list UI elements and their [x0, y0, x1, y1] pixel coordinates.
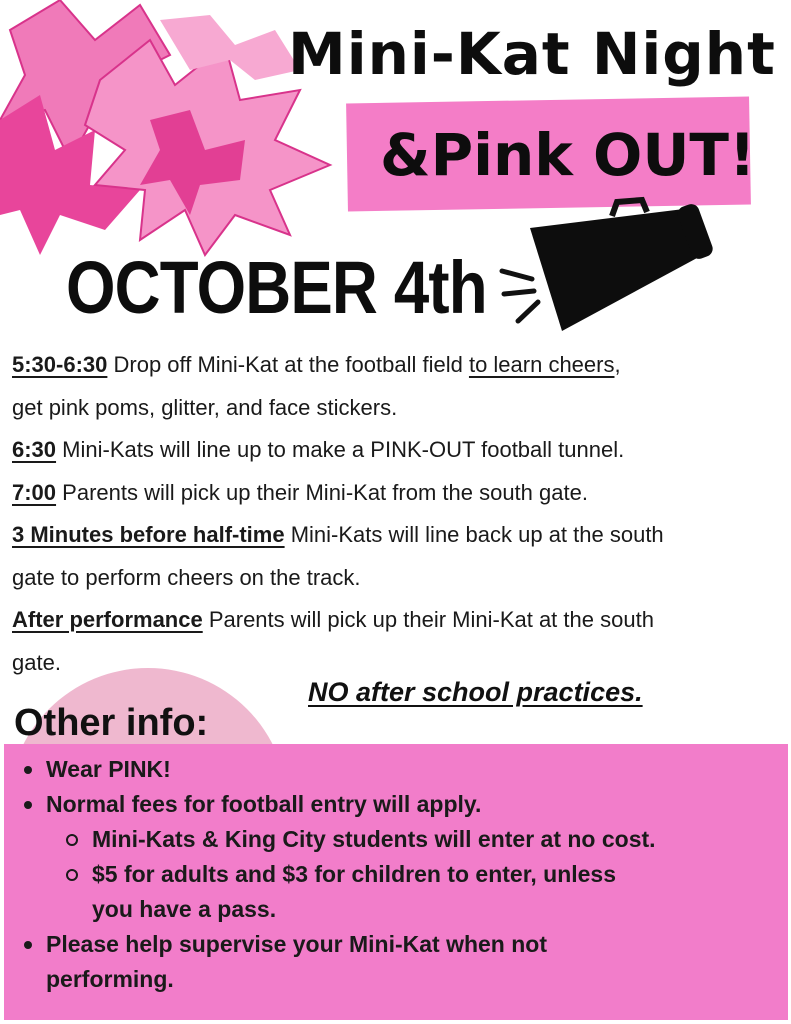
schedule	[12, 344, 782, 684]
list-item: Please help supervise your Mini-Kat when not	[20, 927, 780, 962]
info-heading: Other info:	[14, 702, 209, 744]
title-line-1: Mini-Kat Night	[288, 20, 776, 88]
list-item: Wear PINK!	[20, 752, 780, 787]
schedule-line: get pink poms, glitter, and face stickers.	[12, 394, 398, 420]
title-line-2: &Pink OUT!	[380, 121, 756, 189]
sub-list-item: $5 for adults and $3 for children to enter, unless	[20, 857, 780, 892]
list-item-continued: performing.	[46, 966, 174, 992]
schedule-line: 3 Minutes before half-time Mini-Kats will line back up at the south	[12, 522, 664, 547]
megaphone-icon	[492, 196, 722, 336]
schedule-line: 6:30 Mini-Kats will line up to make a PINK-OUT football tunnel.	[12, 437, 625, 462]
no-practice-notice: NO after school practices.	[308, 677, 643, 707]
schedule-line: gate.	[12, 649, 61, 675]
schedule-time: 7:00	[12, 479, 57, 505]
schedule-highlight: to learn cheers	[468, 352, 615, 377]
schedule-line: 7:00 Parents will pick up their Mini-Kat from the south gate.	[12, 479, 588, 505]
schedule-line: 5:30-6:30 Drop off Mini-Kat at the football field to learn cheers,	[12, 352, 621, 377]
schedule-line: gate to perform cheers on the track.	[12, 564, 361, 590]
event-date: OCTOBER 4th	[66, 246, 487, 329]
schedule-time: 3 Minutes before half-time	[12, 522, 285, 547]
schedule-line: After performance Parents will pick up their Mini-Kat at the south	[12, 607, 654, 632]
sub-list-item: Mini-Kats & King City students will enter at no cost.	[20, 822, 780, 857]
list-item: Normal fees for football entry will apply.	[20, 787, 780, 822]
sub-list-item-continued: you have a pass.	[92, 896, 277, 922]
info-list	[20, 752, 780, 997]
schedule-time: After performance	[12, 607, 203, 632]
schedule-time: 5:30-6:30	[12, 352, 108, 377]
schedule-time: 6:30	[12, 437, 57, 462]
